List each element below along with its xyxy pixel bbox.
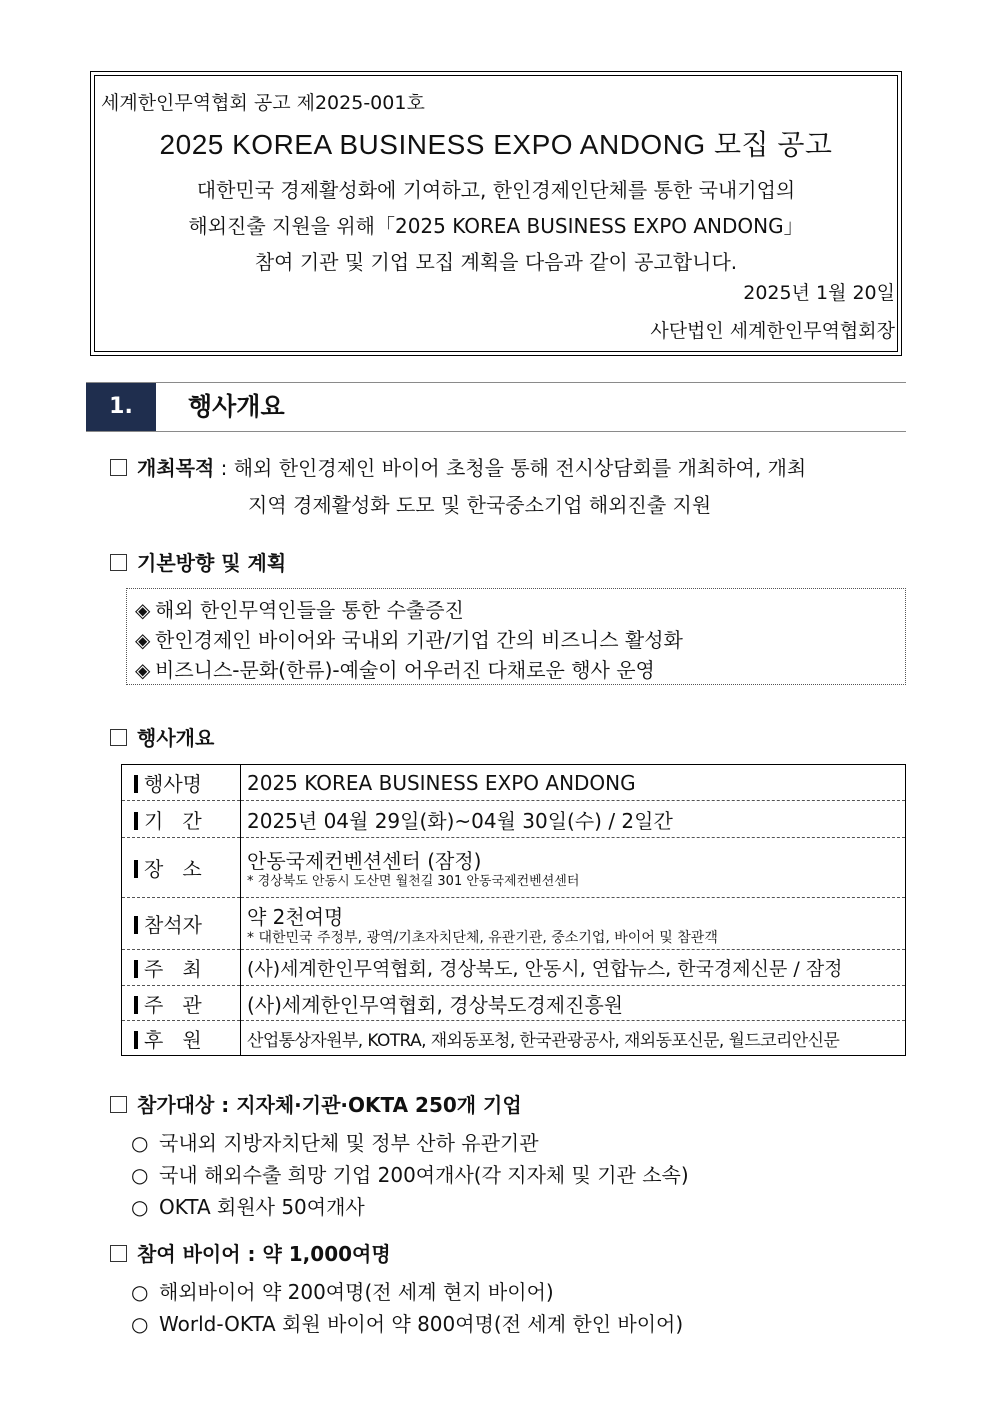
overview-label: 행사개요 [137, 726, 215, 750]
table-row [122, 950, 906, 986]
notice-body-line: 대한민국 경제활성화에 기여하고, 한인경제인단체를 통한 국내기업의 [196, 178, 796, 202]
notice-body [91, 172, 901, 280]
table-label-cell: 주 관 [122, 986, 241, 1021]
diamond-icon: ◈ [135, 598, 151, 622]
purpose-label: 개최목적 [137, 456, 215, 480]
list-item: ○ 국내 해외수출 희망 기업 200여개사(각 지자체 및 기관 소속) [131, 1163, 689, 1187]
notice-title: 2025 KOREA BUSINESS EXPO ANDONG 모집 공고 [159, 129, 833, 160]
notice-date: 2025년 1월 20일 [743, 282, 895, 304]
participants-label: 참가대상 : 지자체·기관·OKTA 250개 기업 [137, 1093, 522, 1117]
bar-marker-icon [134, 916, 138, 934]
circle-bullet-icon: ○ [131, 1163, 149, 1187]
table-value-cell: 2025 KOREA BUSINESS EXPO ANDONG [241, 765, 906, 801]
bar-marker-icon [134, 812, 138, 830]
list-item: ◈ 비즈니스-문화(한류)-예술이 어우러진 다채로운 행사 운영 [135, 658, 655, 682]
table-value-cell: 안동국제컨벤션센터 (잠정) * 경상북도 안동시 도산면 월천길 301 안동국제컨벤션센터 [241, 838, 906, 898]
notice-box [90, 71, 902, 356]
diamond-icon: ◈ [135, 658, 151, 682]
circle-bullet-icon: ○ [131, 1280, 149, 1304]
purpose-heading [110, 452, 806, 481]
purpose-text-line2: 지역 경제활성화 도모 및 한국중소기업 해외진출 지원 [248, 493, 712, 517]
purpose-separator: : [214, 456, 234, 480]
table-value-cell: 산업통상자원부, KOTRA, 재외동포청, 한국관광공사, 재외동포신문, 월드코리안신문 [241, 1021, 906, 1056]
notice-body-line: 해외진출 지원을 위해「2025 KOREA BUSINESS EXPO ANDONG」 [188, 214, 804, 238]
table-label-cell: 주 최 [122, 950, 241, 986]
notice-signature: 사단법인 세계한인무역협회장 [650, 320, 895, 342]
table-note: * 대한민국 주정부, 광역/기초자치단체, 유관기관, 중소기업, 바이어 및 참관객 [247, 930, 718, 946]
checkbox-square-icon [110, 1096, 127, 1113]
checkbox-square-icon [110, 729, 127, 746]
overview-table [121, 764, 906, 1056]
checkbox-square-icon [110, 459, 127, 476]
list-item: ◈ 해외 한인무역인들을 통한 수출증진 [135, 598, 464, 622]
bar-marker-icon [134, 996, 138, 1014]
table-row [122, 1021, 906, 1056]
notice-body-line: 참여 기관 및 기업 모집 계획을 다음과 같이 공고합니다. [254, 250, 738, 274]
circle-bullet-icon: ○ [131, 1312, 149, 1336]
table-label-cell: 행사명 [122, 765, 241, 801]
list-item: ○ 해외바이어 약 200여명(전 세계 현지 바이어) [131, 1280, 554, 1304]
diamond-icon: ◈ [135, 628, 151, 652]
circle-bullet-icon: ○ [131, 1195, 149, 1219]
section-header [86, 382, 906, 432]
bar-marker-icon [134, 860, 138, 878]
buyers-label: 참여 바이어 : 약 1,000여명 [137, 1242, 391, 1266]
table-row [122, 986, 906, 1021]
direction-box [126, 588, 906, 685]
table-label-cell: 장 소 [122, 838, 241, 898]
table-label-cell: 참석자 [122, 898, 241, 950]
table-row [122, 898, 906, 950]
table-row [122, 765, 906, 801]
table-label-cell: 기 간 [122, 801, 241, 838]
bar-marker-icon [134, 775, 138, 793]
table-value-cell: (사)세계한인무역협회, 경상북도경제진흥원 [241, 986, 906, 1021]
direction-heading [110, 547, 286, 576]
participants-heading [110, 1089, 522, 1118]
notice-number: 세계한인무역협회 공고 제2025-001호 [101, 92, 425, 114]
direction-label: 기본방향 및 계획 [137, 551, 287, 575]
table-value-cell: 약 2천여명 * 대한민국 주정부, 광역/기초자치단체, 유관기관, 중소기업, 바이어 및 참관객 [241, 898, 906, 950]
bar-marker-icon [134, 960, 138, 978]
section-title: 행사개요 [188, 392, 285, 421]
bar-marker-icon [134, 1031, 138, 1049]
buyers-heading [110, 1238, 391, 1267]
purpose-text-line1: 해외 한인경제인 바이어 초청을 통해 전시상담회를 개최하여, 개최 [233, 456, 807, 480]
table-row [122, 801, 906, 838]
table-note: * 경상북도 안동시 도산면 월천길 301 안동국제컨벤션센터 [247, 874, 580, 889]
table-value-cell: (사)세계한인무역협회, 경상북도, 안동시, 연합뉴스, 한국경제신문 / 잠정 [241, 950, 906, 986]
table-value-cell: 2025년 04월 29일(화)~04월 30일(수) / 2일간 [241, 801, 906, 838]
table-label-cell: 후 원 [122, 1021, 241, 1056]
table-row [122, 838, 906, 898]
section-rule-bottom [86, 431, 906, 432]
list-item: ○ OKTA 회원사 50여개사 [131, 1195, 365, 1219]
checkbox-square-icon [110, 554, 127, 571]
list-item: ○ World-OKTA 회원 바이어 약 800여명(전 세계 한인 바이어) [131, 1312, 684, 1336]
circle-bullet-icon: ○ [131, 1131, 149, 1155]
section-number: 1. [86, 383, 156, 431]
checkbox-square-icon [110, 1245, 127, 1262]
list-item: ◈ 한인경제인 바이어와 국내외 기관/기업 간의 비즈니스 활성화 [135, 628, 683, 652]
overview-heading [110, 722, 214, 751]
list-item: ○ 국내외 지방자치단체 및 정부 산하 유관기관 [131, 1131, 539, 1155]
